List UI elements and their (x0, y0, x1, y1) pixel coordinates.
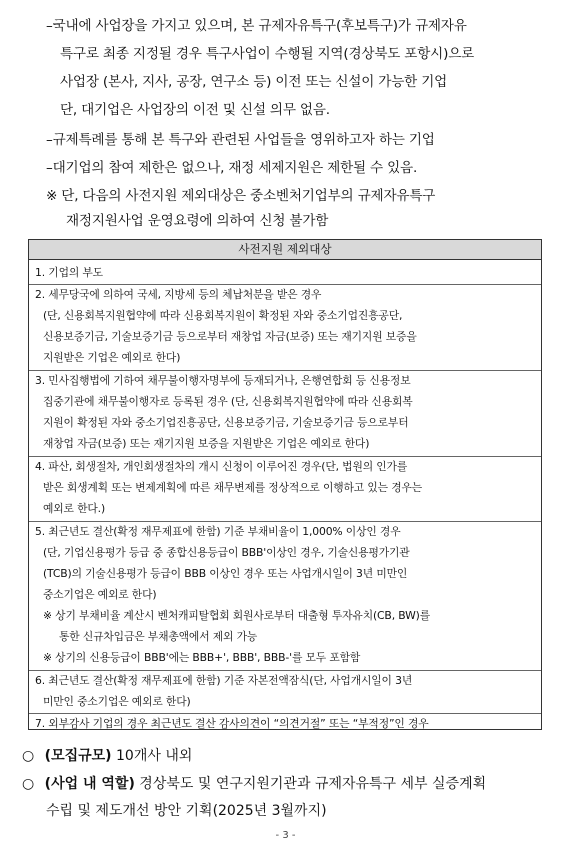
intro-note-1: ※ 단, 다음의 사전지원 제외대상은 중소벤처기업부의 규제자유특구 (46, 188, 436, 204)
row-divider (29, 713, 541, 714)
exclusion-box-title: 사전지원 제외대상 (29, 240, 541, 260)
box-line: 지원받은 기업은 예외로 한다) (43, 351, 181, 364)
box-line: 3. 민사집행법에 기하여 채무불이행자명부에 등재되거나, 은행연합회 등 신용정보 (35, 374, 411, 387)
bullet-head: (모집규모) (44, 748, 112, 764)
box-line: 5. 최근년도 결산(확정 재무제표에 한함) 기준 부채비율이 1,000% 이상인 경우 (35, 525, 401, 538)
box-line: 집중기관에 채무불이행자로 등록된 경우 (단, 신용회복지원협약에 따라 신용회복 (43, 395, 413, 408)
box-line: (단, 신용회복지원협약에 따라 신용회복지원이 확정된 자와 중소기업진흥공단, (43, 309, 403, 322)
box-line: 7. 외부감사 기업의 경우 최근년도 결산 감사의견이 “의견거절” 또는 “부적정”인 경우 (35, 717, 429, 730)
bullet-mark: ○ (22, 748, 35, 764)
row-divider (29, 521, 541, 522)
bullet-role (22, 773, 486, 793)
box-line: 2. 세무당국에 의하여 국세, 지방세 등의 체납처분을 받은 경우 (35, 288, 322, 301)
intro-line-6: –대기업의 참여 제한은 없으나, 재정 세제지원은 제한될 수 있음. (46, 160, 418, 176)
bullet-recruit (22, 745, 192, 765)
row-divider (29, 370, 541, 371)
intro-line-3: 사업장 (본사, 지사, 공장, 연구소 등) 이전 또는 신설이 가능한 기업 (60, 74, 448, 90)
bullet-mark: ○ (22, 776, 35, 792)
bullet-head: (사업 내 역할) (44, 776, 135, 792)
box-line: 예외로 한다.) (43, 502, 106, 515)
box-line: 재창업 자금(보증) 또는 재기지원 보증을 지원받은 기업은 예외로 한다) (43, 437, 370, 450)
box-line: (단, 기업신용평가 등급 중 종합신용등급이 BBB'이상인 경우, 기술신용평가기관 (43, 546, 410, 559)
box-line: ※ 상기의 신용등급이 BBB'에는 BBB+', BBB', BBB-'를 모두 포함함 (43, 651, 361, 664)
box-line: ※ 상기 부채비율 계산시 벤처캐피탈협회 회원사로부터 대출형 투자유치(CB, BW)를 (43, 609, 430, 622)
box-line: 4. 파산, 회생절차, 개인회생절차의 개시 신청이 이루어진 경우(단, 법원의 인가를 (35, 460, 408, 473)
box-line: 받은 회생계획 또는 변제계획에 따른 채무변제를 정상적으로 이행하고 있는 경우는 (43, 481, 423, 494)
box-line: 6. 최근년도 결산(확정 재무제표에 한함) 기준 자본전액잠식(단, 사업개시일이 3년 (35, 674, 413, 687)
bullet-role-cont: 수립 및 제도개선 방안 기획(2025년 3월까지) (46, 803, 327, 819)
intro-line-1: –국내에 사업장을 가지고 있으며, 본 규제자유특구(후보특구)가 규제자유 (46, 18, 467, 34)
box-line: 지원이 확정된 자와 중소기업진흥공단, 신용보증기금, 기술보증기금 등으로부터 (43, 416, 409, 429)
row-divider (29, 456, 541, 457)
box-line: (TCB)의 기술신용평가 등급이 BBB 이상인 경우 또는 사업개시일이 3년 미만인 (43, 567, 408, 580)
intro-note-2: 재정지원사업 운영요령에 의하여 신청 불가함 (66, 213, 329, 229)
page-number: - 3 - (275, 830, 296, 841)
box-line: 미만인 중소기업은 예외로 한다) (43, 695, 191, 708)
box-line: 신용보증기금, 기술보증기금 등으로부터 재창업 자금(보증) 또는 재기지원 보증을 (43, 330, 417, 343)
intro-line-2: 특구로 최종 지정될 경우 특구사업이 수행될 지역(경상북도 포항시)으로 (60, 46, 475, 62)
box-line: 1. 기업의 부도 (35, 266, 103, 279)
box-line: 통한 신규차입금은 부채총액에서 제외 가능 (59, 630, 258, 643)
bullet-text: 10개사 내외 (111, 748, 193, 764)
intro-line-5: –규제특례를 통해 본 특구와 관련된 사업들을 영위하고자 하는 기업 (46, 132, 435, 148)
bullet-text: 경상북도 및 연구지원기관과 규제자유특구 세부 실증계획 (134, 776, 487, 792)
row-divider (29, 284, 541, 285)
intro-line-4: 단, 대기업은 사업장의 이전 및 신설 의무 없음. (60, 102, 330, 118)
box-line: 중소기업은 예외로 한다) (43, 588, 157, 601)
row-divider (29, 670, 541, 671)
exclusion-box (28, 239, 542, 730)
